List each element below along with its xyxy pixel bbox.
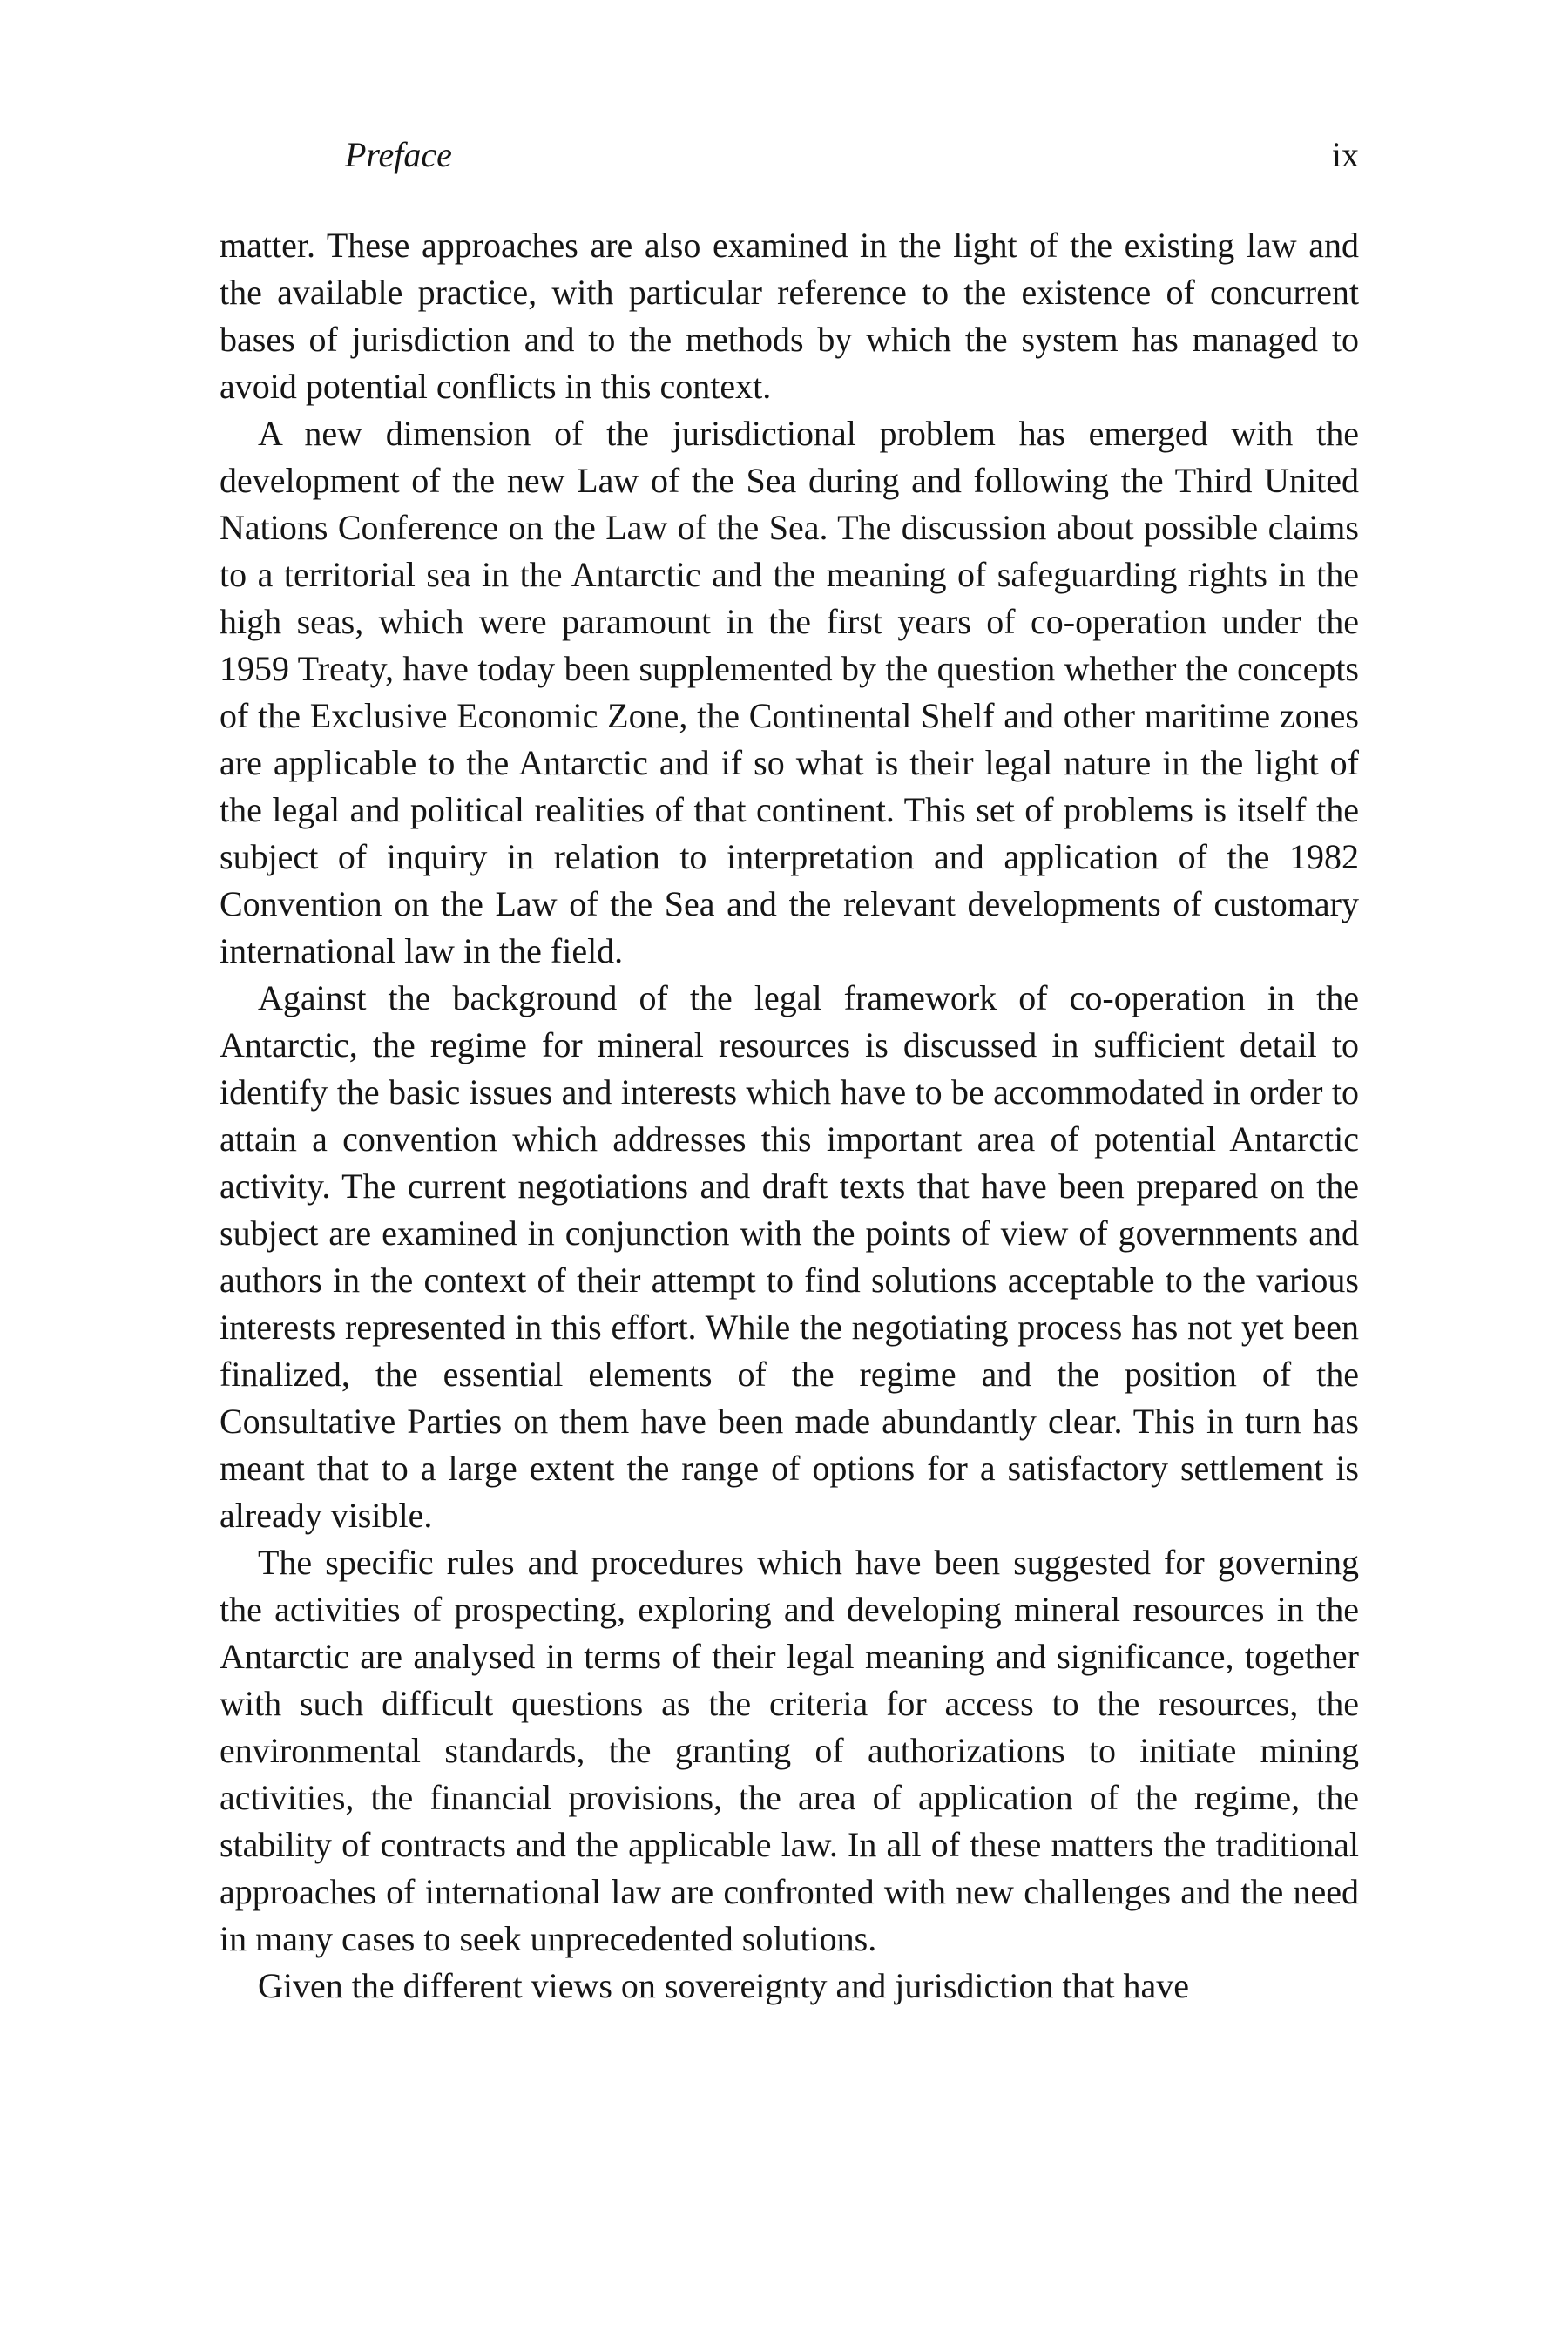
paragraph-mineral-regime: Against the background of the legal framework of co-operation in the Antarctic, the regime for mineral resources is discussed in sufficient detail to identify the basic issues and interests which have to be accommodated in order to attain a convention which addresses this important area of potential Antarctic activity. The current negotiations and draft texts that have been prepared on the subject are examined in conjunction with the points of view of governments and authors in the context of their attempt to find solutions acceptable to the various interests represented in this effort. While the negotiating process has not yet been finalized, the essential elements of the regime and the position of the Consultative Parties on them have been made abundantly clear. This in turn has meant that to a large extent the range of options for a satisfactory settlement is already visible. bbox=[220, 978, 1359, 1535]
page-number: ix bbox=[1331, 135, 1359, 174]
paragraph-continued: matter. These approaches are also examined in the light of the existing law and the available practice, with particular reference to the existence of concurrent bases of jurisdiction and to the methods by which the system has managed to avoid potential conflicts in this context. bbox=[220, 226, 1359, 406]
running-head bbox=[220, 129, 1359, 181]
running-title: Preface bbox=[345, 135, 452, 174]
paragraph-sovereignty: Given the different views on sovereignty and jurisdiction that have bbox=[258, 1966, 1189, 2005]
paragraph-specific-rules: The specific rules and procedures which have been suggested for governing the activities of prospecting, exploring and developing mineral resources in the Antarctic are analysed in terms of their legal meaning and significance, together with such difficult questions as the criteria for access to the resources, the environmental standards, the granting of authorizations to initiate mining activities, the financial provisions, the area of application of the regime, the stability of contracts and the applicable law. In all of these matters the traditional approaches of international law are confronted with new challenges and the need in many cases to seek unprecedented solutions. bbox=[220, 1543, 1359, 1958]
body-text bbox=[220, 222, 1359, 2010]
paragraph-law-of-the-sea: A new dimension of the jurisdictional problem has emerged with the development of the new Law of the Sea during and following the Third United Nations Conference on the Law of the Sea. The discussion about possible claims to a territorial sea in the Antarctic and the meaning of safeguarding rights in the high seas, which were paramount in the first years of co-operation under the 1959 Treaty, have today been supplemented by the question whether the concepts of the Exclusive Economic Zone, the Continental Shelf and other maritime zones are applicable to the Antarctic and if so what is their legal nature in the light of the legal and political realities of that continent. This set of problems is itself the subject of inquiry in relation to interpretation and application of the 1982 Convention on the Law of the Sea and the relevant developments of customary international law in the field. bbox=[220, 414, 1359, 970]
